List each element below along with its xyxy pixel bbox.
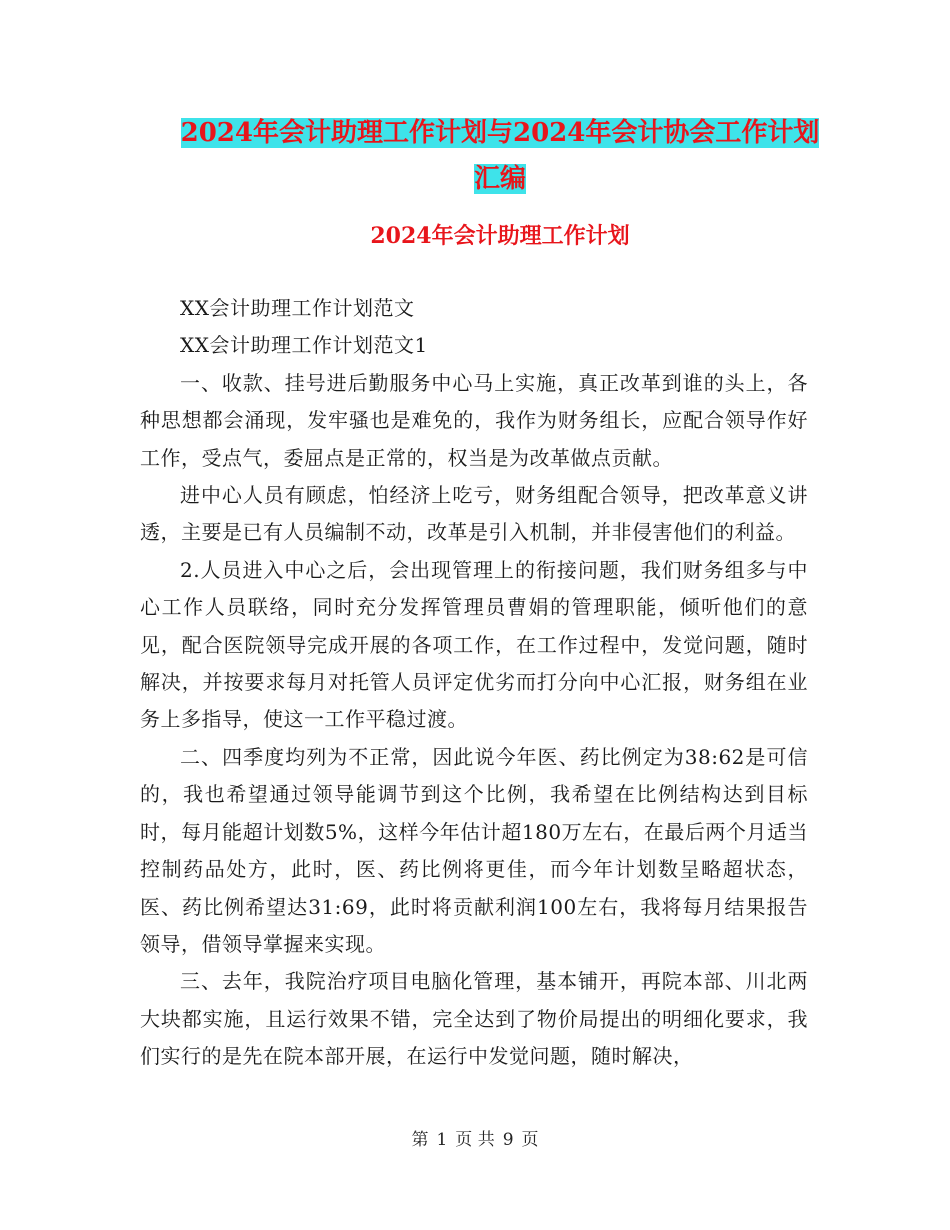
footer-middle: 页 共 <box>455 1130 495 1150</box>
paragraph: 一、收款、挂号进后勤服务中心马上实施，真正改革到谁的头上，各种思想都会涌现，发牢骚也是难免的，我作为财务组长，应配合领导作好工作，受点气，委屈点是正常的，权当是为改革做点贡献。 <box>140 370 808 470</box>
footer-current-page: 1 <box>436 1130 448 1150</box>
paragraph: 二、四季度均列为不正常，因此说今年医、药比例定为38:62是可信的，我也希望通过领导能调节到这个比例，我希望在比例结构达到目标时，每月能超计划数5%，这样今年估计超180万左右，在最后两个月适当控制药品处方，此时，医、药比例将更佳，而今年计划数呈略超状态，医、药比例希望达31:69，此时将贡献利润100左右，我将每月结果报告领导，借领导掌握来实现。 <box>140 744 808 956</box>
page-footer <box>0 1125 950 1150</box>
paragraph: 三、去年，我院治疗项目电脑化管理，基本铺开，再院本部、川北两大块都实施，且运行效果不错，完全达到了物价局提出的明细化要求，我们实行的是先在院本部开展，在运行中发觉问题，随时解决， <box>140 969 808 1069</box>
document-body <box>140 290 808 1076</box>
paragraph: 2.人员进入中心之后，会出现管理上的衔接问题，我们财务组多与中心工作人员联络，同时充分发挥管理员曹娟的管理职能，倾听他们的意见，配合医院领导完成开展的各项工作，在工作过程中，发觉问题，随时解决，并按要求每月对托管人员评定优劣而打分向中心汇报，财务组在业务上多指导，使这一工作平稳过渡。 <box>140 557 808 732</box>
paragraph: XX会计助理工作计划范文 <box>180 296 415 320</box>
footer-total-pages: 9 <box>502 1130 514 1150</box>
paragraph: 进中心人员有顾虑，怕经济上吃亏，财务组配合领导，把改革意义讲透，主要是已有人员编制不动，改革是引入机制，并非侵害他们的利益。 <box>140 483 808 545</box>
document-title-line2: 汇编 <box>473 164 526 194</box>
footer-suffix: 页 <box>521 1130 539 1150</box>
document-title <box>140 110 860 202</box>
section-title: 2024年会计助理工作计划 <box>370 223 630 249</box>
paragraph: XX会计助理工作计划范文1 <box>180 333 428 358</box>
footer-prefix: 第 <box>411 1130 429 1150</box>
document-title-line1: 2024年会计助理工作计划与2024年会计协会工作计划 <box>180 118 820 148</box>
